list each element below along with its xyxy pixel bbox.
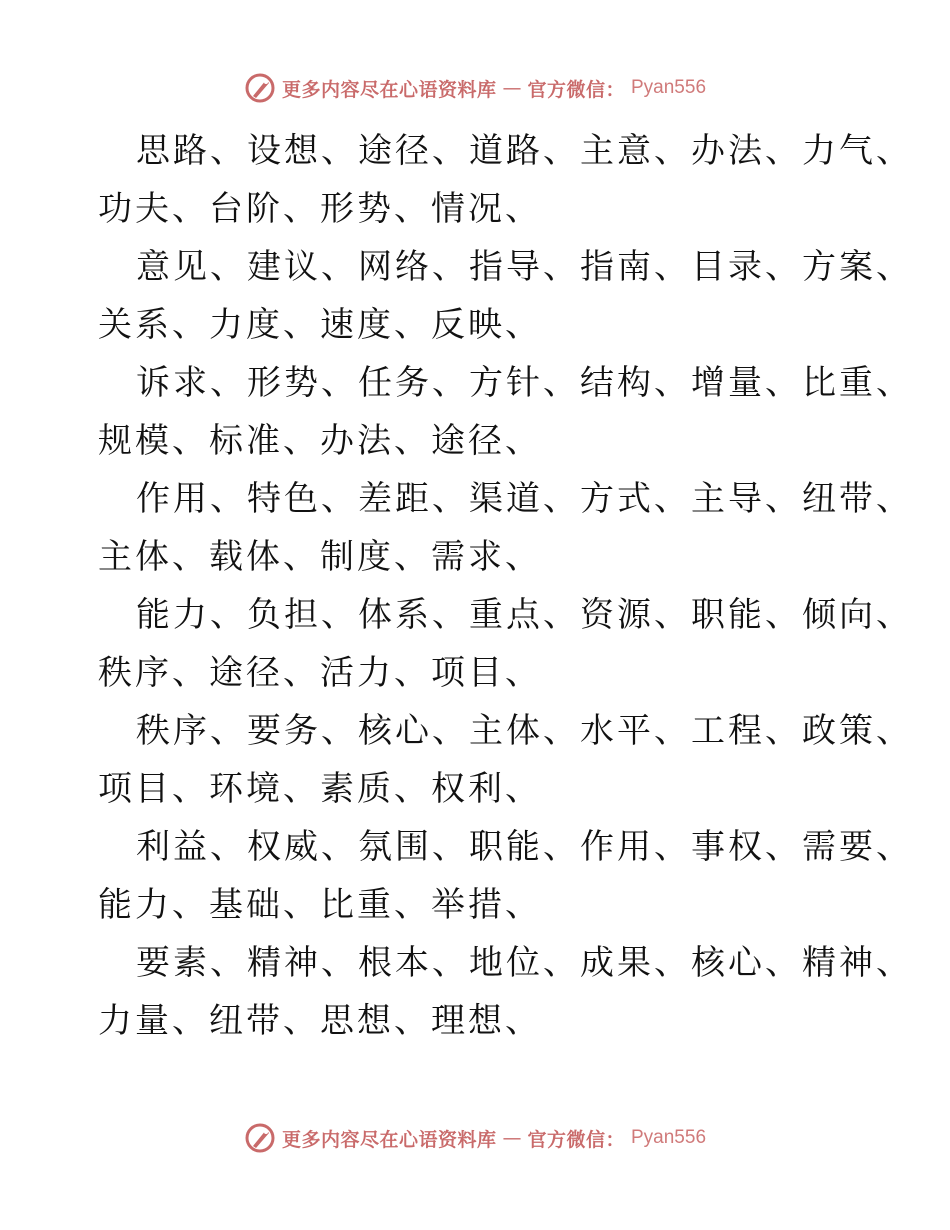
- document-body: [98, 122, 913, 1050]
- watermark-separator: —: [502, 77, 522, 99]
- watermark-separator: —: [502, 1127, 522, 1149]
- watermark-label: 官方微信：: [527, 1128, 625, 1151]
- pen-nib-logo-icon: [244, 72, 276, 104]
- paragraph-line: 功夫、台阶、形势、情况、: [98, 189, 542, 229]
- header-watermark: [0, 72, 950, 104]
- paragraph-line: 思路、设想、途径、道路、主意、办法、力气、: [136, 131, 913, 171]
- paragraph-line: 作用、特色、差距、渠道、方式、主导、纽带、: [136, 479, 913, 519]
- paragraph: [98, 122, 913, 238]
- watermark-handle: Pyan556: [631, 77, 707, 98]
- paragraph-line: 能力、负担、体系、重点、资源、职能、倾向、: [136, 595, 913, 635]
- paragraph: [98, 470, 913, 586]
- footer-watermark: [0, 1122, 950, 1154]
- paragraph-line: 项目、环境、素质、权利、: [98, 769, 542, 809]
- paragraph-line: 主体、载体、制度、需求、: [98, 537, 542, 577]
- paragraph-line: 能力、基础、比重、举措、: [98, 885, 542, 925]
- paragraph-line: 秩序、要务、核心、主体、水平、工程、政策、: [136, 711, 913, 751]
- watermark-handle: Pyan556: [631, 1127, 707, 1148]
- paragraph-line: 要素、精神、根本、地位、成果、核心、精神、: [136, 943, 913, 983]
- pen-nib-logo-icon: [244, 1122, 276, 1154]
- paragraph: [98, 702, 913, 818]
- paragraph: [98, 818, 913, 934]
- paragraph-line: 意见、建议、网络、指导、指南、目录、方案、: [136, 247, 913, 287]
- paragraph-line: 秩序、途径、活力、项目、: [98, 653, 542, 693]
- paragraph: [98, 238, 913, 354]
- paragraph-line: 利益、权威、氛围、职能、作用、事权、需要、: [136, 827, 913, 867]
- paragraph-line: 诉求、形势、任务、方针、结构、增量、比重、: [136, 363, 913, 403]
- paragraph-line: 关系、力度、速度、反映、: [98, 305, 542, 345]
- watermark-label: 官方微信：: [527, 78, 625, 101]
- paragraph-line: 力量、纽带、思想、理想、: [98, 1001, 542, 1041]
- paragraph-line: 规模、标准、办法、途径、: [98, 421, 542, 461]
- paragraph: [98, 934, 913, 1050]
- paragraph: [98, 354, 913, 470]
- watermark-text: 更多内容尽在心语资料库: [281, 78, 497, 101]
- watermark-text: 更多内容尽在心语资料库: [281, 1128, 497, 1151]
- paragraph: [98, 586, 913, 702]
